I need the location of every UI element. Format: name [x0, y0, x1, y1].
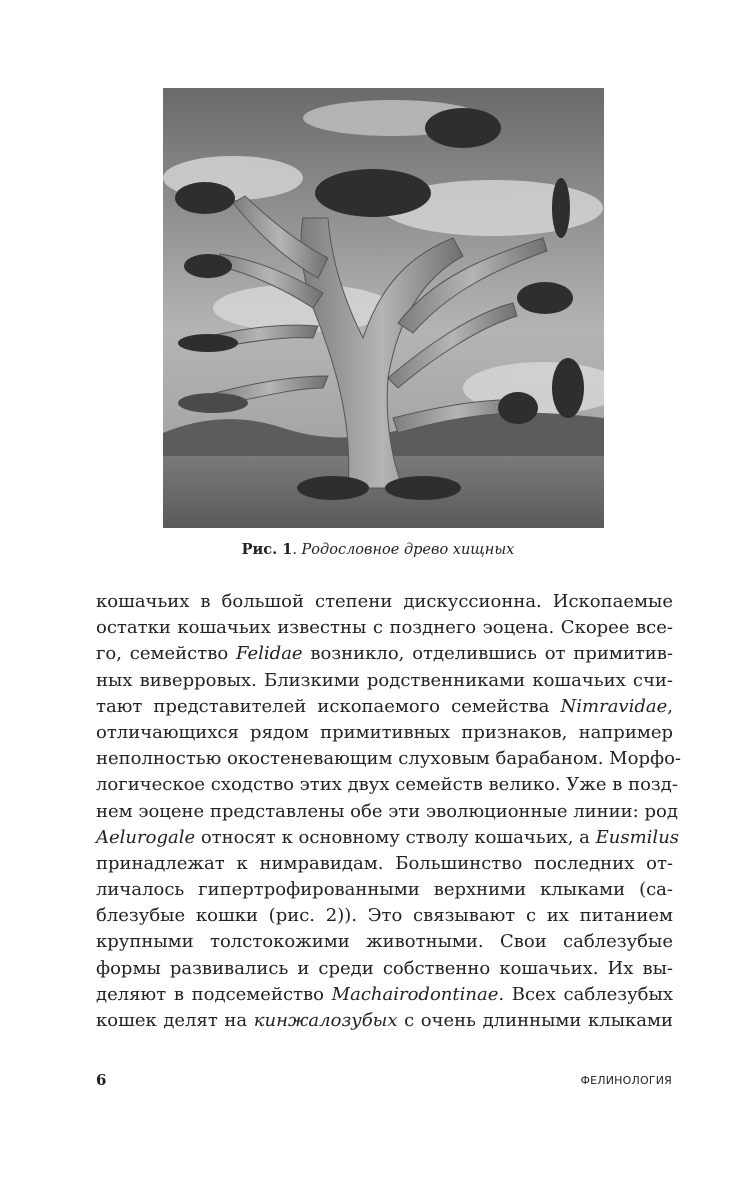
- ancestor-2-silhouette: [385, 476, 461, 500]
- text-line: ных виверровых. Близкими родственниками кошачьих счи-: [96, 669, 673, 691]
- running-head: ФЕЛИНОЛОГИЯ: [580, 1074, 672, 1087]
- body-text: [96, 589, 681, 1034]
- latin-term: Machairodontinae: [331, 983, 499, 1005]
- text-line: личалось гипертрофированными верхними клыками (са-: [96, 879, 673, 901]
- latin-term: Eusmilus: [595, 826, 680, 848]
- text-line: блезубые кошки (рис. 2)). Это связывают с их питанием: [96, 905, 673, 927]
- text-line: Aelurogale относят к основному стволу кошачьих, а Eusmilus: [96, 826, 680, 848]
- text-line: нем эоцене представлены обе эти эволюционные линии: род: [96, 800, 678, 822]
- figure-title: Родословное древо хищных: [301, 542, 515, 558]
- figure-caption: Рис. 1. Родословное древо хищных: [241, 541, 515, 558]
- text-line: остатки кошачьих известны с позднего эоцена. Скорее все-: [96, 617, 673, 639]
- latin-term: Nimravidae: [560, 695, 668, 717]
- text-line: крупными толстокожими животными. Свои саблезубые: [96, 931, 673, 953]
- hyena-silhouette: [517, 282, 573, 314]
- text-line: формы развивались и среди собственно кошачьих. Их вы-: [96, 957, 673, 979]
- bear-silhouette: [175, 182, 235, 214]
- text-line: принадлежат к нимравидам. Большинство последних от-: [96, 852, 673, 874]
- raccoon-silhouette: [184, 254, 232, 278]
- text-line: деляют в подсемейство Machairodontinae. Всех саблезубых: [96, 983, 673, 1005]
- text-line: го, семейство Felidae возникло, отделившись от примитив-: [96, 643, 674, 665]
- text-line: неполностью окостеневающим слуховым барабаном. Морфо-: [96, 748, 681, 770]
- figure-image-carnivore-tree: [163, 88, 604, 528]
- tiger-silhouette: [552, 358, 584, 418]
- latin-term: Felidae: [236, 643, 303, 665]
- ancestor-1-silhouette: [297, 476, 369, 500]
- text-line: отличающихся рядом примитивных признаков, например: [96, 721, 673, 743]
- text-line: кошачьих в большой степени дискуссионна. Ископаемые: [96, 591, 673, 612]
- latin-term: кинжалозубых: [253, 1010, 398, 1031]
- seal-silhouette: [178, 393, 248, 413]
- text-line: кошек делят на кинжалозубых с очень длинными клыками: [96, 1010, 673, 1031]
- text-line: логическое сходство этих двух семейств велико. Уже в позд-: [96, 774, 678, 796]
- wildcat-silhouette: [498, 392, 538, 424]
- text-line: тают представителей ископаемого семейства Nimravidae,: [96, 695, 673, 717]
- page-number: 6: [96, 1071, 107, 1089]
- latin-term: Aelurogale: [96, 826, 196, 848]
- husky-silhouette: [425, 108, 501, 148]
- meerkat-silhouette: [552, 178, 570, 238]
- marten-silhouette: [178, 334, 238, 352]
- figure-label: Рис. 1: [241, 541, 293, 558]
- wolf-silhouette: [315, 169, 431, 217]
